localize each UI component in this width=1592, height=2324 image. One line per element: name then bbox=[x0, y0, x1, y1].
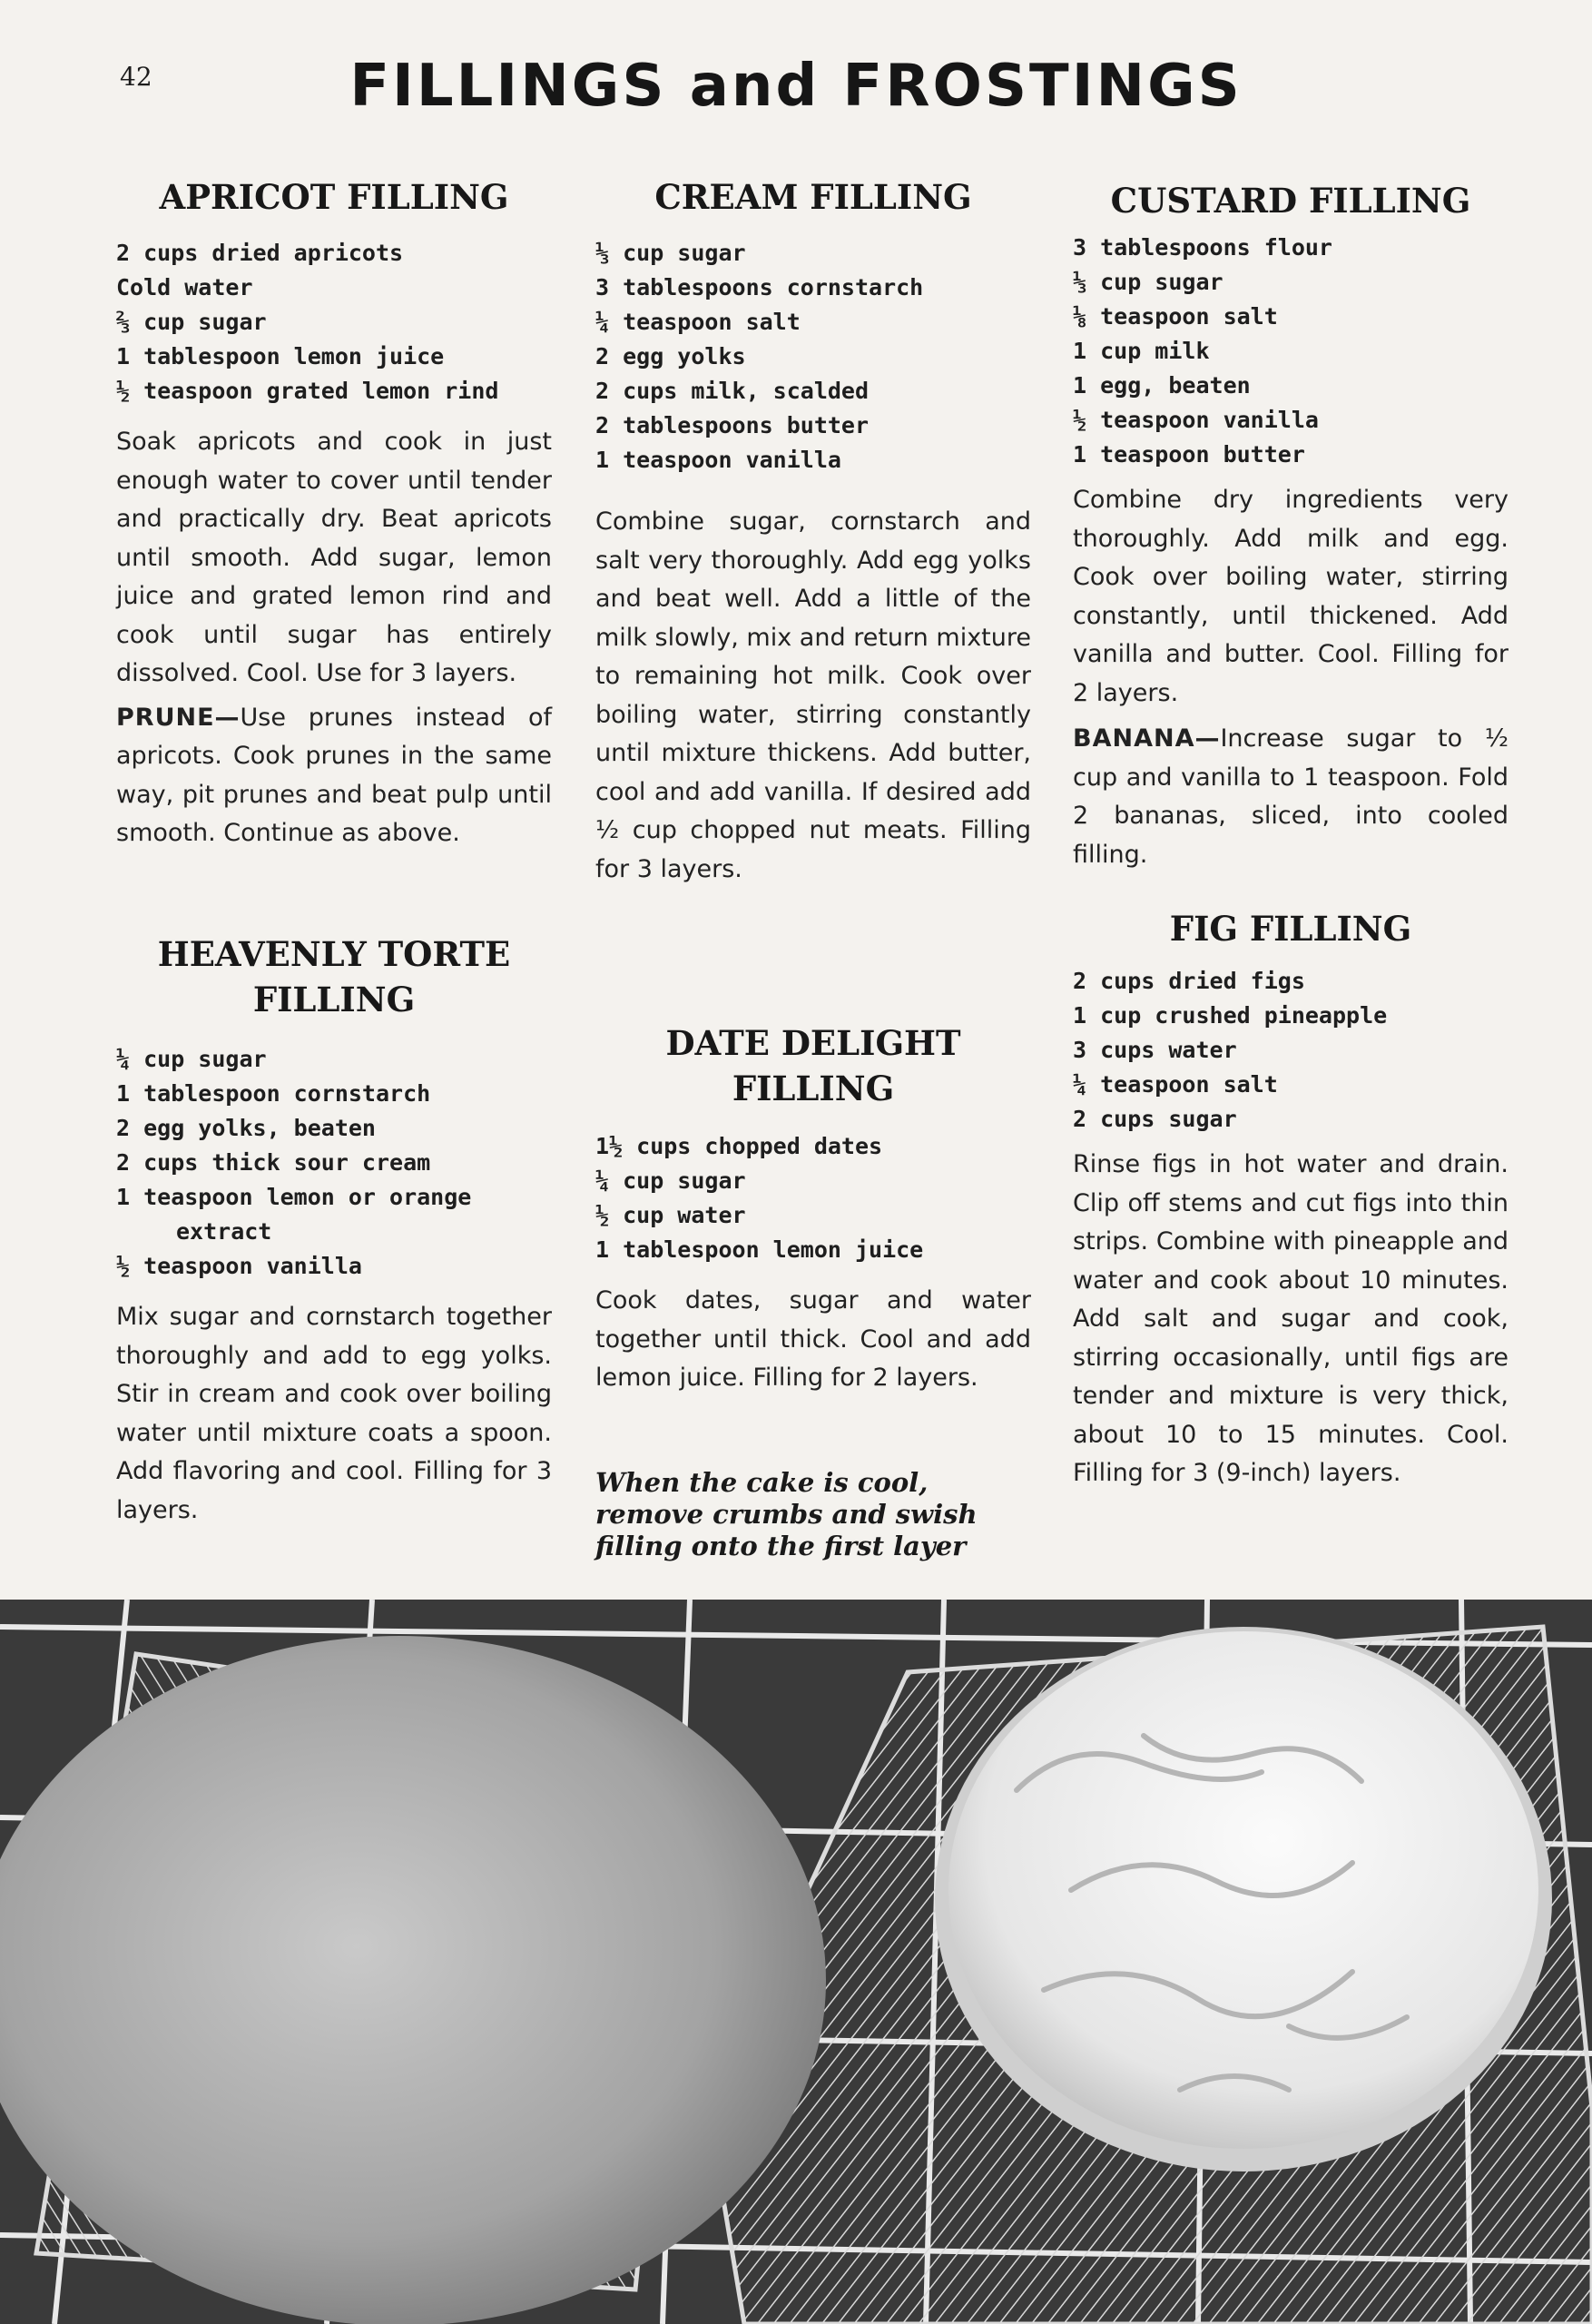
recipe-title-line: FILLING bbox=[732, 1068, 895, 1108]
recipe-title-line: DATE DELIGHT bbox=[665, 1023, 961, 1063]
recipe-title: FIG FILLING bbox=[1169, 909, 1412, 949]
recipe-title-line: HEAVENLY TORTE bbox=[157, 934, 511, 974]
ingredient: ½ teaspoon grated lemon rind bbox=[116, 378, 499, 404]
recipe-title-line: FILLING bbox=[252, 980, 416, 1019]
variation-name: BANANA— bbox=[1073, 724, 1221, 753]
ingredient: 2 cups thick sour cream bbox=[116, 1149, 431, 1176]
ingredient: ⅔ cup sugar bbox=[116, 309, 267, 335]
ingredient-list bbox=[1073, 964, 1508, 1137]
ingredient: 1 teaspoon butter bbox=[1073, 441, 1305, 468]
ingredient: 1 teaspoon vanilla bbox=[595, 447, 841, 473]
ingredient: extract bbox=[176, 1218, 272, 1245]
recipe-title: APRICOT FILLING bbox=[159, 177, 509, 217]
ingredient: 2 cups milk, scalded bbox=[595, 378, 870, 404]
ingredient-list bbox=[595, 1129, 1031, 1267]
recipe-apricot-filling bbox=[116, 174, 552, 853]
ingredient-list bbox=[595, 236, 1031, 478]
ingredient: Cold water bbox=[116, 274, 253, 300]
directions: Mix sugar and cornstarch together thoroughly and add to egg yolks. Stir in cream and cook over boiling water until mixture coats a spoon. Add flavoring and cool. Filling for 3 layers. bbox=[116, 1303, 552, 1524]
recipe-title bbox=[116, 931, 552, 1022]
ingredient: 3 tablespoons flour bbox=[1073, 234, 1332, 261]
variation-text: Increase sugar to ½ cup and vanilla to 1 teaspoon. Fold 2 bananas, sliced, into cooled filling. bbox=[1073, 724, 1508, 869]
recipe-title bbox=[595, 1020, 1031, 1111]
directions: Cook dates, sugar and water together until thick. Cool and add lemon juice. Filling for 2 layers. bbox=[595, 1286, 1031, 1392]
recipe-custard-filling bbox=[1073, 178, 1508, 874]
recipe-date-delight-filling bbox=[595, 1020, 1031, 1398]
directions: Combine dry ingredients very thoroughly. Add milk and egg. Cook over boiling water, stirring constantly, until thickened. Add vanilla and butter. Cool. Filling for 2 layers. bbox=[1073, 486, 1508, 707]
recipe-fig-filling bbox=[1073, 906, 1508, 1493]
recipe-title: CREAM FILLING bbox=[654, 177, 972, 217]
ingredient: ⅛ teaspoon salt bbox=[1073, 303, 1278, 330]
variation-prune bbox=[116, 699, 552, 853]
ingredient: 2 tablespoons butter bbox=[595, 412, 870, 438]
ingredient: 2 egg yolks bbox=[595, 343, 746, 369]
ingredient: 2 cups dried figs bbox=[1073, 968, 1305, 994]
ingredient-list bbox=[116, 1042, 552, 1284]
ingredient: 1 teaspoon lemon or orange bbox=[116, 1184, 472, 1210]
ingredient: 2 cups sugar bbox=[1073, 1106, 1237, 1132]
ingredient: 1 tablespoon lemon juice bbox=[595, 1236, 924, 1263]
page-title: FILLINGS and FROSTINGS bbox=[349, 53, 1243, 120]
ingredient: 1 egg, beaten bbox=[1073, 372, 1251, 399]
cake-photo-illustration bbox=[0, 1600, 1592, 2324]
ingredient: ¼ cup sugar bbox=[595, 1167, 746, 1194]
unfrosted-cake-layer bbox=[0, 1636, 826, 2324]
ingredient: 1 cup crushed pineapple bbox=[1073, 1002, 1388, 1029]
recipe-heavenly-torte-filling bbox=[116, 931, 552, 1530]
ingredient: 3 cups water bbox=[1073, 1037, 1237, 1063]
ingredient-list bbox=[116, 236, 552, 409]
page-number: 42 bbox=[120, 62, 152, 92]
ingredient: ¼ cup sugar bbox=[116, 1046, 267, 1072]
ingredient: ¼ teaspoon salt bbox=[1073, 1071, 1278, 1098]
directions: Soak apricots and cook in just enough water to cover until tender and practically dry. Beat apricots until smooth. Add sugar, lemon juice and grated lemon rind and cook until sugar has entirely dissolved. Cool. Use for 3 layers. bbox=[116, 428, 552, 687]
ingredient: 2 egg yolks, beaten bbox=[116, 1115, 376, 1141]
ingredient: ½ teaspoon vanilla bbox=[116, 1253, 362, 1279]
photo-caption: When the cake is cool, remove crumbs and swish filling onto the first layer bbox=[595, 1467, 978, 1561]
variation-banana bbox=[1073, 720, 1508, 874]
ingredient: 1 tablespoon cornstarch bbox=[116, 1080, 431, 1107]
variation-text: Use prunes instead of apricots. Cook prunes in the same way, pit prunes and beat pulp until smooth. Continue as above. bbox=[116, 703, 552, 847]
cake-photo bbox=[0, 1600, 1592, 2324]
ingredient: ½ teaspoon vanilla bbox=[1073, 407, 1319, 433]
ingredient: 1 cup milk bbox=[1073, 338, 1210, 364]
ingredient: 3 tablespoons cornstarch bbox=[595, 274, 924, 300]
ingredient: 2 cups dried apricots bbox=[116, 240, 404, 266]
directions: Combine sugar, cornstarch and salt very thoroughly. Add egg yolks and beat well. Add a little of the milk slowly, mix and return mixture to remaining hot milk. Cook over boiling water, stirring constantly until mixture thickens. Add butter, cool and add vanilla. If desired add ½ cup chopped nut meats. Filling for 3 layers. bbox=[595, 507, 1031, 883]
ingredient: ¼ teaspoon salt bbox=[595, 309, 801, 335]
recipe-title: CUSTARD FILLING bbox=[1110, 181, 1471, 221]
directions: Rinse figs in hot water and drain. Clip off stems and cut figs into thin strips. Combine with pineapple and water and cook about 10 minutes. Add salt and sugar and cook, stirring occasionally, until figs are tender and mixture is very thick, about 10 to 15 minutes. Cool. Filling for 3 (9-inch) layers. bbox=[1073, 1150, 1508, 1487]
ingredient: 1 tablespoon lemon juice bbox=[116, 343, 445, 369]
ingredient-list bbox=[1073, 231, 1508, 472]
recipe-cream-filling bbox=[595, 174, 1031, 889]
ingredient: ½ cup water bbox=[595, 1202, 746, 1228]
ingredient: ⅓ cup sugar bbox=[595, 240, 746, 266]
ingredient: ⅓ cup sugar bbox=[1073, 269, 1223, 295]
variation-name: PRUNE— bbox=[116, 703, 241, 732]
ingredient: 1½ cups chopped dates bbox=[595, 1133, 883, 1159]
